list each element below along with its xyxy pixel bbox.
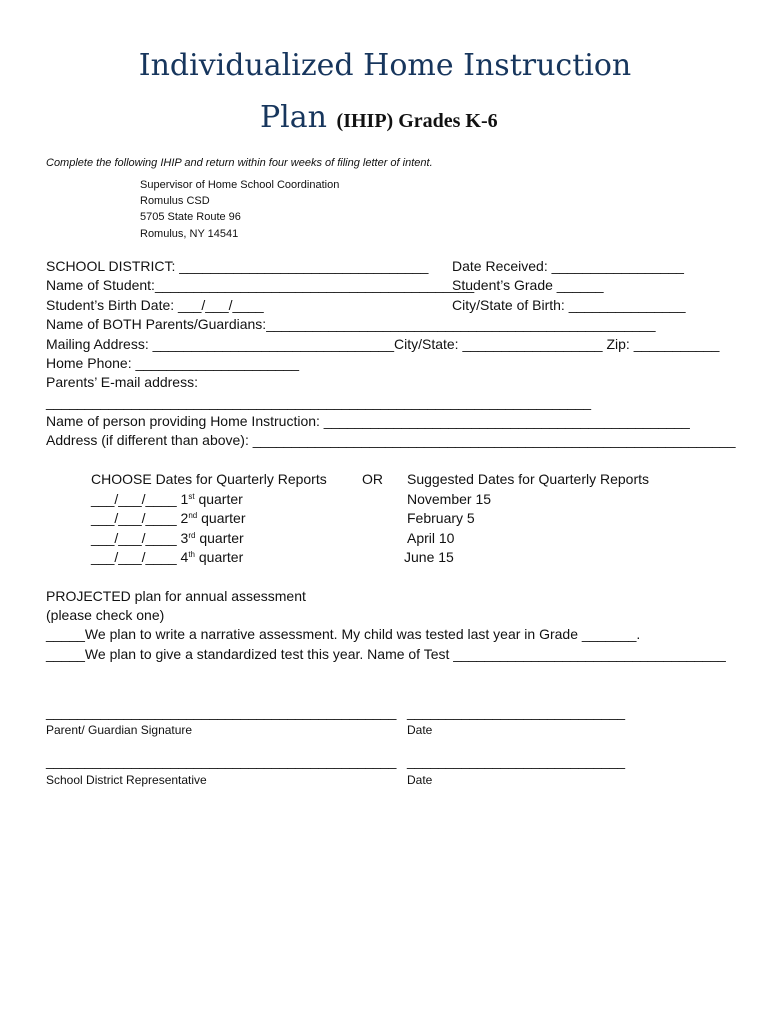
instructor-name-field[interactable]: Name of person providing Home Instruction: _______________________________________________ [46,413,690,429]
district-representative-label: School District Representative [46,773,207,787]
or-label: OR [362,471,383,487]
quarter-2-number: 2 [180,510,189,526]
birth-place-field[interactable]: City/State of Birth: _______________ [452,297,686,313]
form-title-plan: Plan [260,100,327,135]
quarter-1-label: quarter [198,491,243,507]
quarter-4-date-blank[interactable]: ___/___/____ [91,549,177,565]
parent-signature-label: Parent/ Guardian Signature [46,723,193,737]
student-name-field[interactable]: Name of Student:_________________________________________ [46,277,475,293]
choose-dates-heading: CHOOSE Dates for Quarterly Reports [91,471,327,487]
quarter-4-row[interactable] [91,549,243,565]
suggested-date-4: June 15 [404,549,454,565]
date-received-field[interactable]: Date Received: _________________ [452,258,684,274]
quarter-3-number: 3 [180,530,189,546]
address-line-4: Romulus, NY 14541 [140,228,239,240]
quarter-3-label: quarter [199,530,244,546]
birth-date-field[interactable]: Student’s Birth Date: ___/___/____ [46,297,264,313]
suggested-date-3: April 10 [407,530,455,546]
form-title-line2 [260,100,498,135]
quarter-2-label: quarter [201,510,246,526]
quarter-3-date-blank[interactable]: ___/___/____ [91,530,177,546]
quarter-1-number: 1 [180,491,189,507]
parent-date-line[interactable]: ____________________________ [407,704,626,720]
assessment-check-one: (please check one) [46,607,165,623]
form-title-line1: Individualized Home Instruction [138,48,632,83]
district-signature-line[interactable]: _____________________________________________ [46,753,397,769]
form-title-ihip: (IHIP) Grades K-6 [336,110,498,132]
quarter-3-row[interactable] [91,530,244,546]
parent-date-label: Date [407,723,433,737]
school-district-field[interactable]: SCHOOL DISTRICT: ________________________________ [46,258,429,274]
quarter-4-suffix: th [188,550,195,559]
assessment-option-standardized[interactable]: _____We plan to give a standardized test this year. Name of Test ___________________________________ [46,646,726,662]
assessment-heading: PROJECTED plan for annual assessment [46,588,306,604]
address-line-2: Romulus CSD [140,195,210,207]
quarter-4-label: quarter [198,549,244,565]
email-label: Parents’ E-mail address: [46,374,198,390]
quarter-4-number: 4 [180,549,189,565]
home-phone-field[interactable]: Home Phone: _____________________ [46,355,300,371]
assessment-option-narrative[interactable]: _____We plan to write a narrative assessment. My child was tested last year in Grade _______. [46,626,641,642]
parent-signature-line[interactable]: _____________________________________________ [46,704,397,720]
email-field[interactable]: ______________________________________________________________________ [46,394,592,410]
address-line-1: Supervisor of Home School Coordination [140,179,340,191]
district-date-label: Date [407,773,433,787]
quarter-1-row[interactable] [91,491,243,507]
form-instructions: Complete the following IHIP and return within four weeks of filing letter of intent. [46,157,433,169]
quarter-3-suffix: rd [188,531,196,540]
quarter-1-suffix: st [188,492,195,501]
parents-names-field[interactable]: Name of BOTH Parents/Guardians:__________________________________________________ [46,316,656,332]
quarter-2-row[interactable] [91,510,245,526]
instructor-address-field[interactable]: Address (if different than above): ______________________________________________________________ [46,432,736,448]
quarter-1-date-blank[interactable]: ___/___/____ [91,491,177,507]
address-line-3: 5705 State Route 96 [140,211,241,223]
suggested-date-1: November 15 [407,491,492,507]
quarter-2-date-blank[interactable]: ___/___/____ [91,510,177,526]
mailing-address-field[interactable]: Mailing Address: _______________________________City/State: __________________ Zip: ___________ [46,336,720,352]
quarter-2-suffix: nd [188,511,198,520]
district-date-line[interactable]: ____________________________ [407,753,626,769]
suggested-date-2: February 5 [407,510,475,526]
suggested-dates-heading: Suggested Dates for Quarterly Reports [407,471,650,487]
student-grade-field[interactable]: Student’s Grade ______ [452,277,604,293]
